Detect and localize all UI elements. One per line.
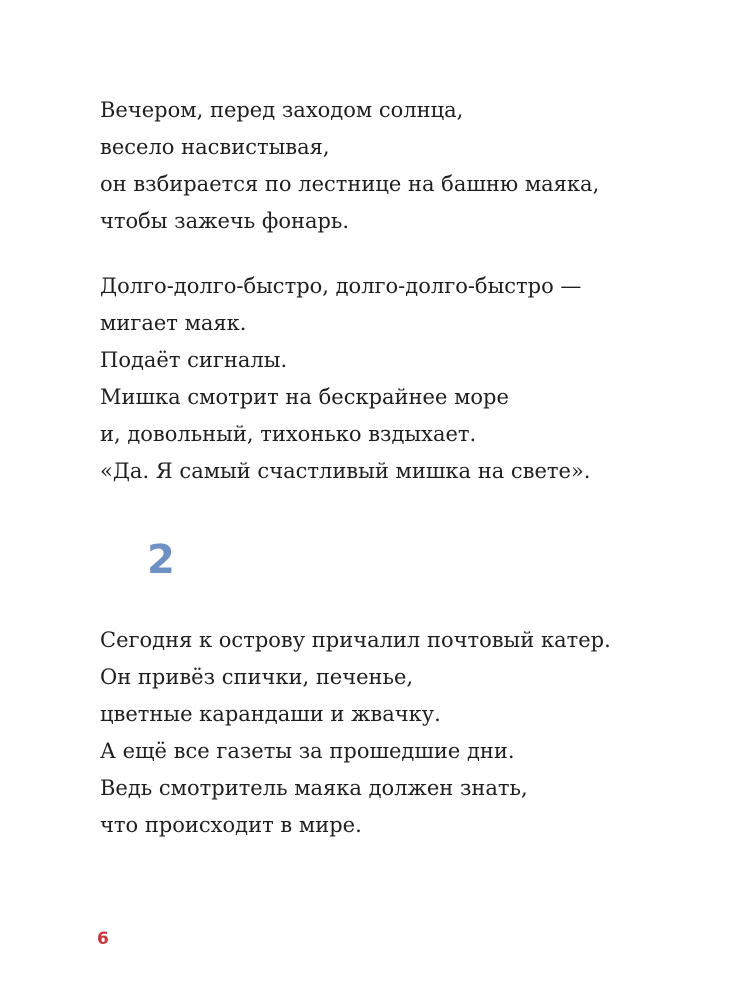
stanza-mail-boat [100, 622, 611, 844]
stanza-evening [100, 92, 599, 240]
text-line: и, довольный, тихонько вздыхает. [100, 422, 477, 446]
text-line: весело насвистывая, [100, 135, 330, 159]
text-line: он взбирается по лестнице на башню маяка, [100, 172, 600, 196]
text-line: Мишка смотрит на бескрайнее море [100, 385, 509, 409]
text-line: чтобы зажечь фонарь. [100, 209, 350, 233]
text-line: Долго-долго-быстро, долго-долго-быстро — [100, 274, 582, 298]
text-line: что происходит в мире. [100, 813, 362, 837]
text-line: Сегодня к острову причалил почтовый катер. [100, 628, 611, 652]
text-line: «Да. Я самый счастливый мишка на свете». [100, 459, 591, 483]
text-line: цветные карандаши и жвачку. [100, 702, 441, 726]
text-line: А ещё все газеты за прошедшие дни. [100, 739, 515, 763]
text-line: Ведь смотритель маяка должен знать, [100, 776, 528, 800]
text-line: Вечером, перед заходом солнца, [100, 98, 464, 122]
stanza-lighthouse-signals [100, 268, 590, 490]
chapter-number: 2 [147, 537, 175, 583]
page-number: 6 [97, 929, 109, 949]
text-line: Он привёз спички, печенье, [100, 665, 414, 689]
text-line: мигает маяк. [100, 311, 247, 335]
text-line: Подаёт сигналы. [100, 348, 288, 372]
